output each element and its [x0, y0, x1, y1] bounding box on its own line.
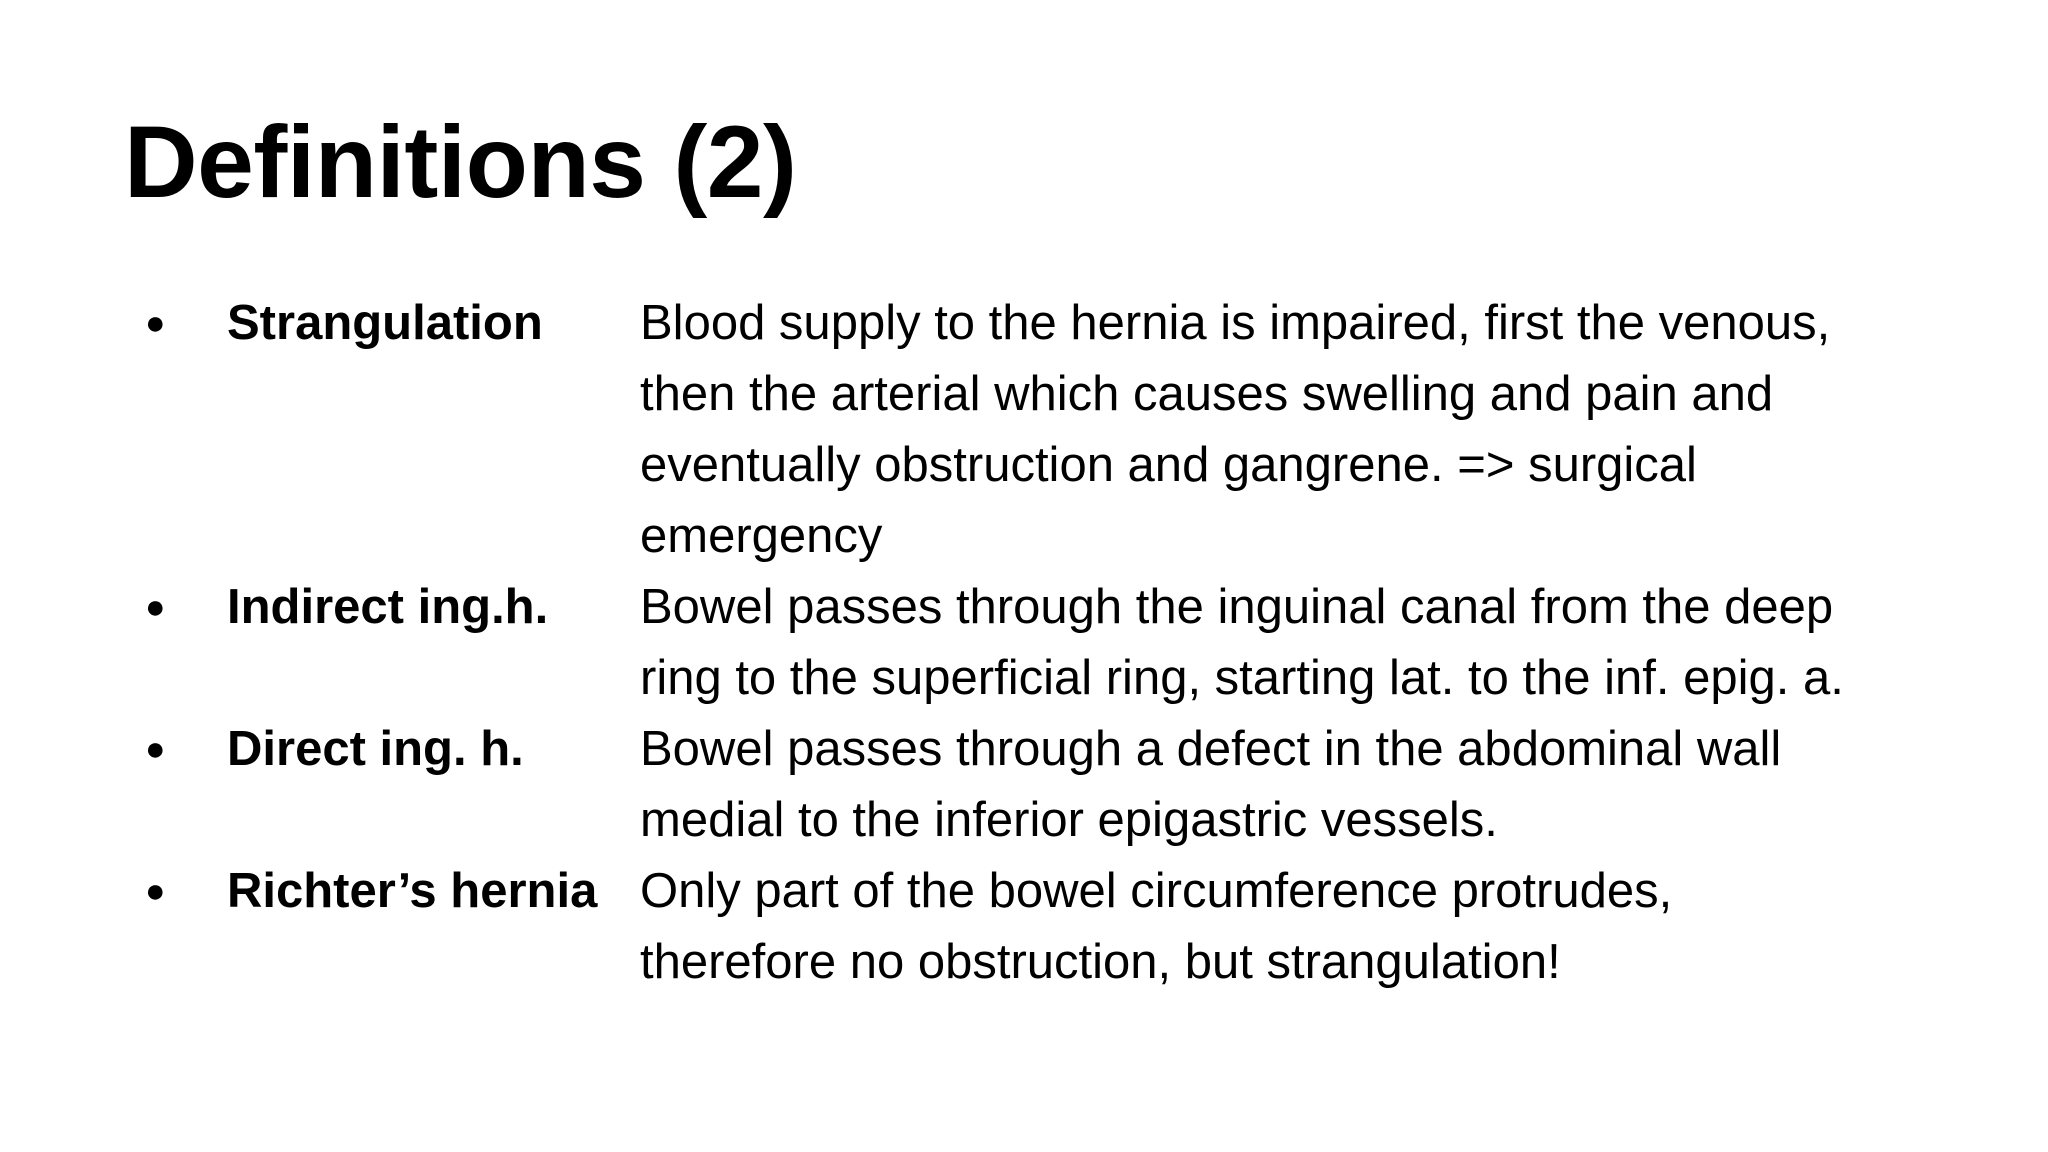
definition-term: Direct ing. h.: [227, 722, 524, 776]
definition-description: [640, 856, 1940, 998]
description-line: ring to the superficial ring, starting lat. to the inf. epig. a.: [640, 651, 1844, 705]
definition-item-richters-hernia: [0, 856, 2048, 998]
description-line: medial to the inferior epigastric vessels.: [640, 793, 1498, 847]
definition-description: [640, 714, 1940, 856]
description-line: Blood supply to the hernia is impaired, first the venous,: [640, 296, 1831, 350]
description-line: therefore no obstruction, but strangulation!: [640, 935, 1561, 989]
definition-term: Indirect ing.h.: [227, 580, 549, 634]
definition-term: Strangulation: [227, 296, 543, 350]
description-line: Bowel passes through a defect in the abdominal wall: [640, 722, 1782, 776]
description-line: eventually obstruction and gangrene. => surgical: [640, 438, 1697, 492]
definition-description: [640, 572, 1940, 714]
bullet-icon: ●: [145, 730, 166, 768]
bullet-icon: ●: [145, 304, 166, 342]
definition-item-direct-inguinal-hernia: [0, 714, 2048, 856]
description-line: emergency: [640, 509, 883, 563]
bullet-icon: ●: [145, 872, 166, 910]
definition-item-strangulation: [0, 288, 2048, 572]
definition-term: Richter’s hernia: [227, 864, 598, 918]
description-line: Only part of the bowel circumference protrudes,: [640, 864, 1673, 918]
description-line: Bowel passes through the inguinal canal from the deep: [640, 580, 1834, 634]
definition-item-indirect-inguinal-hernia: [0, 572, 2048, 714]
bullet-icon: ●: [145, 588, 166, 626]
definition-list: [0, 288, 2048, 998]
description-line: then the arterial which causes swelling and pain and: [640, 367, 1774, 421]
slide-title: Definitions (2): [124, 105, 797, 219]
definition-description: [640, 288, 1940, 572]
